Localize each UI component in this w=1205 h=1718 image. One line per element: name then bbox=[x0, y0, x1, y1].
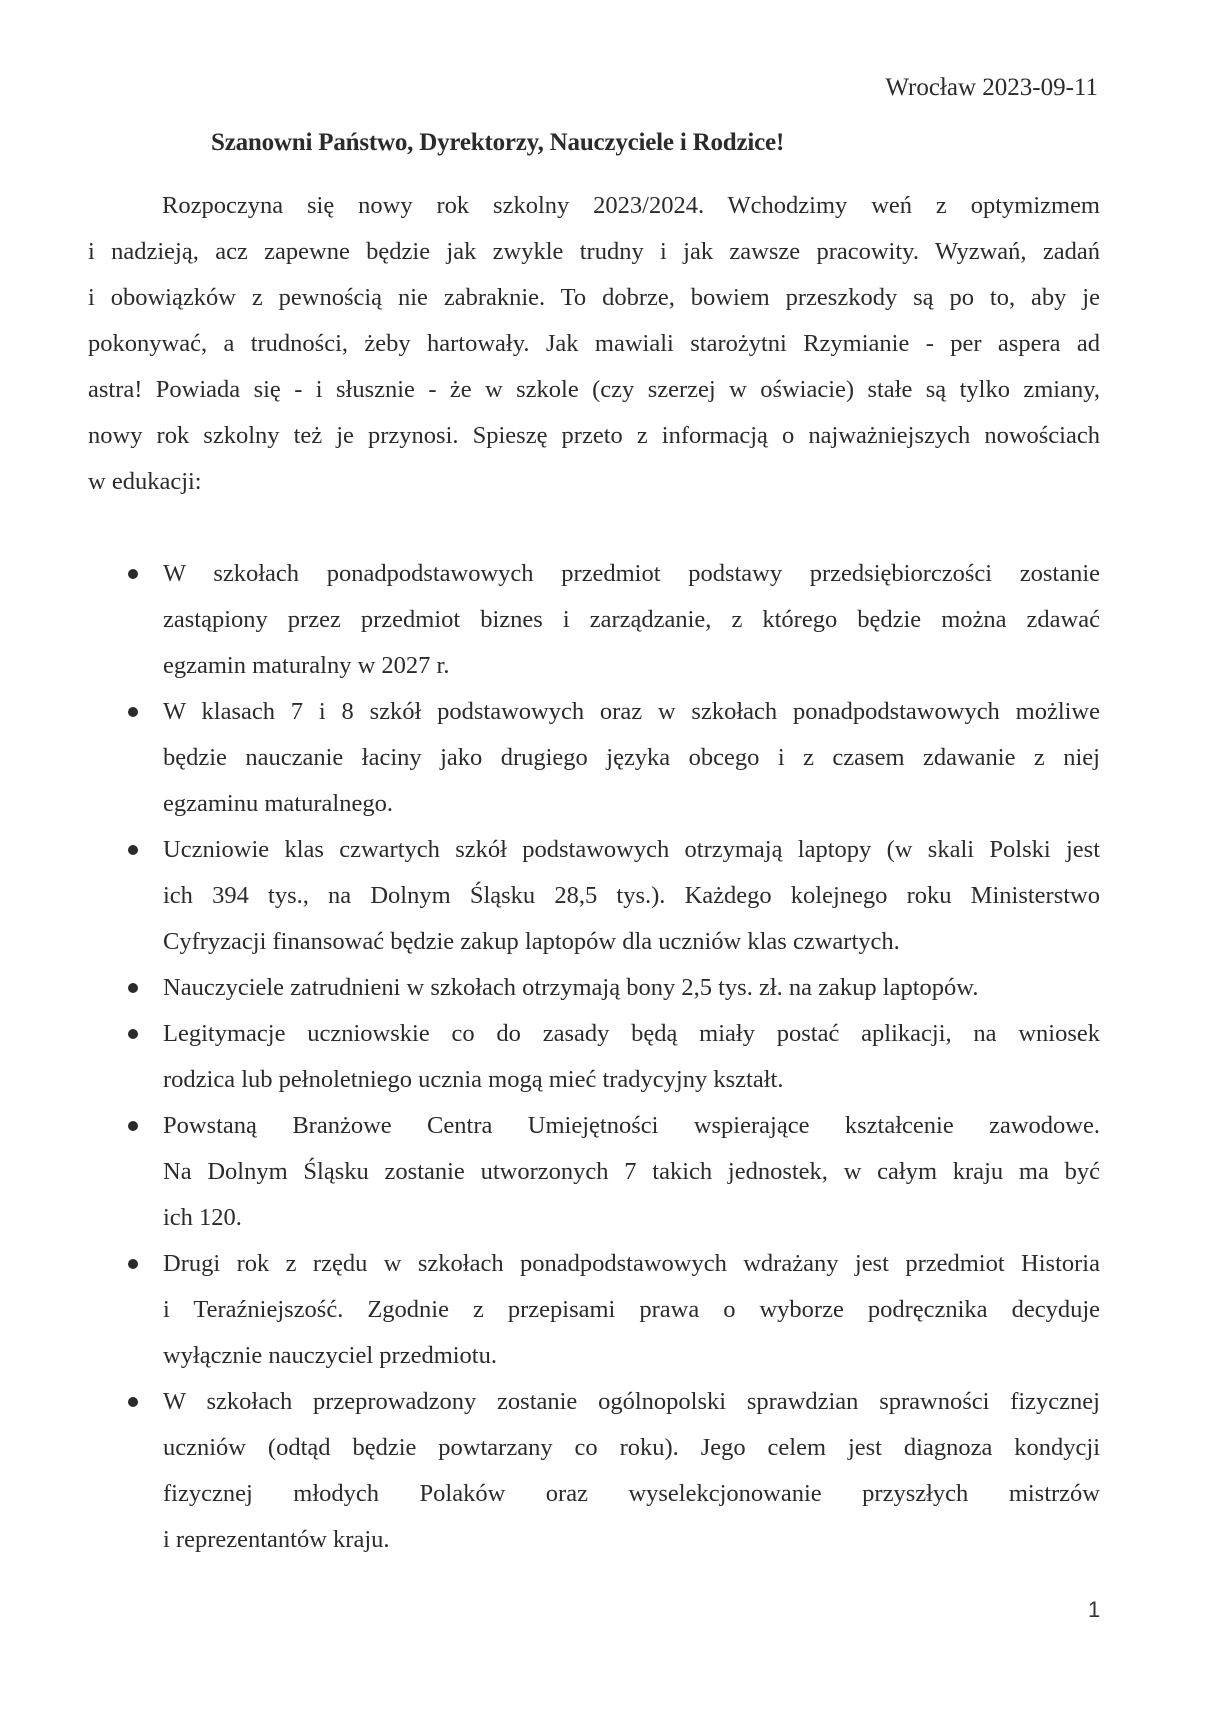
bullet-item-skills-centers bbox=[0, 1106, 1205, 1244]
bullet-item-fitness-test bbox=[0, 1382, 1205, 1566]
bullet-line: Na Dolnym Śląsku zostanie utworzonych 7 takich jednostek, w całym kraju ma być bbox=[163, 1158, 1100, 1185]
bullet-item-teacher-vouchers bbox=[0, 968, 1205, 1014]
page-number: 1 bbox=[1088, 1597, 1101, 1622]
bullet-line: Powstaną Branżowe Centra Umiejętności wspierające kształcenie zawodowe. bbox=[163, 1112, 1100, 1139]
bullet-line: egzaminu maturalnego. bbox=[163, 790, 393, 817]
bullet-item-student-laptops bbox=[0, 830, 1205, 968]
bullet-line: rodzica lub pełnoletniego ucznia mogą mieć tradycyjny kształt. bbox=[163, 1066, 784, 1093]
bullet-dot-icon bbox=[128, 1121, 138, 1131]
bullet-line: i Teraźniejszość. Zgodnie z przepisami prawa o wyborze podręcznika decyduje bbox=[163, 1296, 1100, 1323]
bullet-line: ich 394 tys., na Dolnym Śląsku 28,5 tys.). Każdego kolejnego roku Ministerstwo bbox=[163, 882, 1100, 909]
bullet-item-history-subject bbox=[0, 1244, 1205, 1382]
bullet-line: Drugi rok z rzędu w szkołach ponadpodstawowych wdrażany jest przedmiot Historia bbox=[163, 1250, 1100, 1277]
bullet-item-business-subject bbox=[0, 554, 1205, 692]
intro-line: pokonywać, a trudności, żeby hartowały. Jak mawiali starożytni Rzymianie - per aspera ad bbox=[88, 330, 1100, 357]
news-bullet-list bbox=[0, 554, 1205, 1566]
intro-paragraph bbox=[88, 186, 1100, 508]
bullet-line: wyłącznie nauczyciel przedmiotu. bbox=[163, 1342, 497, 1369]
salutation-heading: Szanowni Państwo, Dyrektorzy, Nauczyciele i Rodzice! bbox=[211, 129, 785, 156]
bullet-line: W klasach 7 i 8 szkół podstawowych oraz w szkołach ponadpodstawowych możliwe bbox=[163, 698, 1100, 725]
bullet-item-student-id-app bbox=[0, 1014, 1205, 1106]
intro-line: astra! Powiada się - i słusznie - że w szkole (czy szerzej w oświacie) stałe są tylko zmiany, bbox=[88, 376, 1100, 403]
bullet-line: W szkołach przeprowadzony zostanie ogólnopolski sprawdzian sprawności fizycznej bbox=[163, 1388, 1100, 1415]
bullet-dot-icon bbox=[128, 569, 138, 579]
bullet-line: fizycznej młodych Polaków oraz wyselekcjonowanie przyszłych mistrzów bbox=[163, 1480, 1100, 1507]
bullet-line: Legitymacje uczniowskie co do zasady będą miały postać aplikacji, na wniosek bbox=[163, 1020, 1100, 1047]
bullet-line: zastąpiony przez przedmiot biznes i zarządzanie, z którego będzie można zdawać bbox=[163, 606, 1100, 633]
bullet-line: Nauczyciele zatrudnieni w szkołach otrzymają bony 2,5 tys. zł. na zakup laptopów. bbox=[163, 974, 979, 1001]
bullet-dot-icon bbox=[128, 1397, 138, 1407]
bullet-item-latin bbox=[0, 692, 1205, 830]
bullet-line: Uczniowie klas czwartych szkół podstawowych otrzymają laptopy (w skali Polski jest bbox=[163, 836, 1100, 863]
bullet-dot-icon bbox=[128, 845, 138, 855]
intro-line: i nadzieją, acz zapewne będzie jak zwykle trudny i jak zawsze pracowity. Wyzwań, zadań bbox=[88, 238, 1100, 265]
bullet-line: i reprezentantów kraju. bbox=[163, 1526, 390, 1553]
bullet-dot-icon bbox=[128, 1259, 138, 1269]
place-date: Wrocław 2023-09-11 bbox=[885, 74, 1098, 101]
bullet-line: będzie nauczanie łaciny jako drugiego języka obcego i z czasem zdawanie z niej bbox=[163, 744, 1100, 771]
bullet-dot-icon bbox=[128, 983, 138, 993]
intro-line: nowy rok szkolny też je przynosi. Spieszę przeto z informacją o najważniejszych nowościach bbox=[88, 422, 1100, 449]
bullet-line: ich 120. bbox=[163, 1204, 242, 1231]
intro-line: w edukacji: bbox=[88, 468, 202, 495]
bullet-dot-icon bbox=[128, 707, 138, 717]
intro-line: Rozpoczyna się nowy rok szkolny 2023/2024. Wchodzimy weń z optymizmem bbox=[162, 192, 1100, 219]
bullet-line: uczniów (odtąd będzie powtarzany co roku). Jego celem jest diagnoza kondycji bbox=[163, 1434, 1100, 1461]
bullet-line: Cyfryzacji finansować będzie zakup laptopów dla uczniów klas czwartych. bbox=[163, 928, 900, 955]
bullet-dot-icon bbox=[128, 1029, 138, 1039]
bullet-line: egzamin maturalny w 2027 r. bbox=[163, 652, 450, 679]
intro-line: i obowiązków z pewnością nie zabraknie. To dobrze, bowiem przeszkody są po to, aby je bbox=[88, 284, 1100, 311]
bullet-line: W szkołach ponadpodstawowych przedmiot podstawy przedsiębiorczości zostanie bbox=[163, 560, 1100, 587]
